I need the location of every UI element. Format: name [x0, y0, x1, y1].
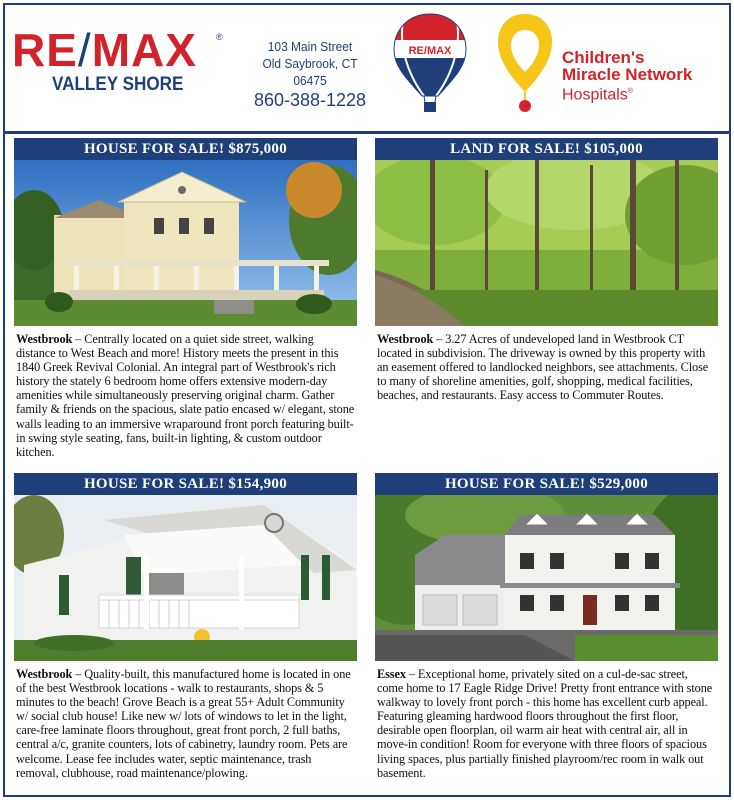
- listing-description: [14, 332, 357, 459]
- listing-title: HOUSE FOR SALE! $154,900: [14, 473, 357, 495]
- listing-town: Westbrook: [16, 667, 73, 681]
- listing-title: HOUSE FOR SALE! $529,000: [375, 473, 718, 495]
- listing-town: Essex: [377, 667, 406, 681]
- greek-revival-house-photo: [14, 160, 357, 326]
- listing-card: [375, 138, 718, 402]
- hot-air-balloon-icon: [392, 12, 468, 116]
- listing-text: – Centrally located on a quiet side street, walking distance to West Beach and more! History meets the present in this 1840 Greek Revival Colonial. An integral part of Westbrook's rich history the stately 6 bedroom home offers extensive modern-day amenities while simultaneously preserving original charm. Gather family & friends on the spacious, slate patio encased w/ elegant, stone walls leading to an immersive wraparound front porch featuring built-in swing style seating, fans, built-in lighting, & custom outdoor kitchen.: [16, 332, 355, 459]
- listing-text: – Quality-built, this manufactured home is located in one of the best Westbrook locations - walk to restaurants, shops & 5 minutes to the beach! Grove Beach is a great 55+ Adult Community w/ social club house! Like new w/ lots of windows to let in the light, care-free laminate floors throughout, great front porch, 2 full baths, central a/c, granite counters, lots of cabinetry, laundry room. Pets are welcome. Lease fee includes water, septic maintenance, trash removal, clubhouse, road maintenance/plowing.: [16, 667, 351, 780]
- registered-mark: ®: [216, 32, 223, 42]
- remax-logo: RE/MAX: [12, 24, 197, 76]
- listing-town: Westbrook: [16, 332, 73, 346]
- colonial-house-photo: [375, 495, 718, 661]
- office-name: VALLEY SHORE: [52, 74, 184, 95]
- office-contact: [240, 38, 380, 111]
- address-line-2: Old Saybrook, CT 06475: [262, 56, 358, 88]
- listing-photo: [375, 495, 718, 661]
- listing-card: [14, 138, 357, 459]
- charity-name: [562, 49, 692, 103]
- listing-card: [375, 473, 718, 780]
- childrens-miracle-network-icon: [494, 10, 556, 116]
- listing-photo: [14, 495, 357, 661]
- wooded-land-photo: [375, 160, 718, 326]
- listing-card: [14, 473, 357, 780]
- listing-description: [375, 667, 718, 780]
- header-divider: [5, 131, 729, 134]
- manufactured-home-photo: [14, 495, 357, 661]
- charity-line-3: Hospitals®: [562, 86, 633, 104]
- balloon-label: RE/MAX: [408, 45, 452, 57]
- charity-line-1: Children's: [562, 48, 645, 67]
- listing-text: – 3.27 Acres of undeveloped land in Westbrook CT located in subdivision. The driveway is owned by this property with an easement offered to landlocked neighbors, see attachments. Close to many of shoreline amenities, golf, shopping, medical facilities, beaches, and restaurants. Easy access to Commuter Routes.: [377, 332, 709, 403]
- listing-description: [375, 332, 718, 402]
- address-line-1: 103 Main Street: [267, 39, 353, 54]
- listing-text: – Exceptional home, privately sited on a cul-de-sac street, come home to 17 Eagle Ridge Drive! Pretty front entrance with stone walkway to lovely front porch - this home has excellent curb appeal. Featuring gleaming hardwood floors throughout the first floor, desirable open floorplan, oil warm air heat with central air, all in move-in condition! Room for everyone with three floors of spacious living spaces, plus partially finished playroom/rec room in walk out basement.: [377, 667, 713, 780]
- listing-description: [14, 667, 357, 780]
- listing-title: HOUSE FOR SALE! $875,000: [14, 138, 357, 160]
- listing-photo: [14, 160, 357, 326]
- listing-title: LAND FOR SALE! $105,000: [375, 138, 718, 160]
- listing-town: Westbrook: [377, 332, 434, 346]
- charity-line-2: Miracle Network: [562, 65, 693, 84]
- listing-photo: [375, 160, 718, 326]
- phone-number: 860-388-1228: [253, 90, 367, 110]
